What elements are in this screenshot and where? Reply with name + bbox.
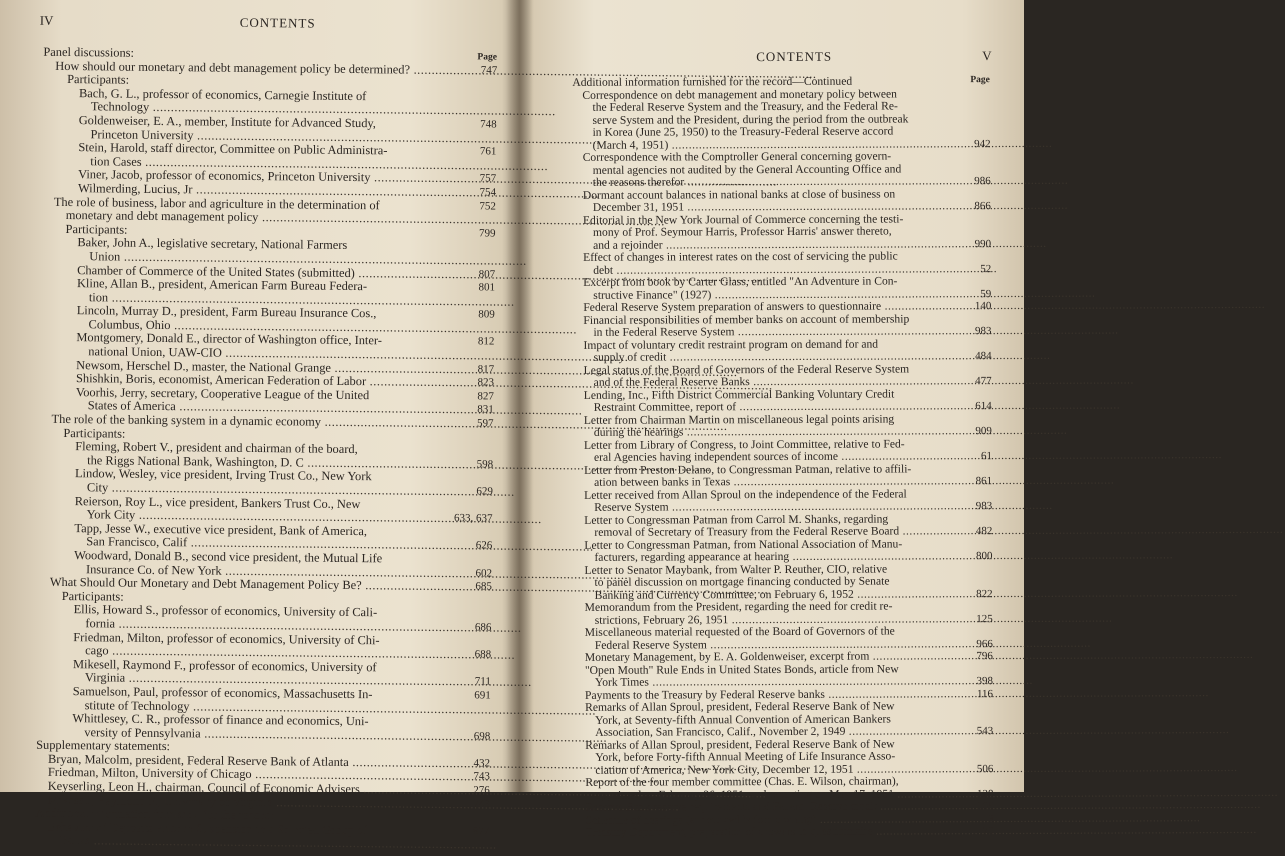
entry-text: in Korea (June 25, 1950) to the Treasury-Federal Reserve accord: [592, 124, 894, 139]
entry-text: Lindow, Wesley, vice president, Irving Trust Co., New York: [74, 466, 372, 484]
entry-text: Woodward, Donald B., second vice president, the Mutual Life: [74, 548, 383, 566]
entry-text: Payments to the Treasury by Federal Reserve banks .....: [585, 687, 1209, 702]
entry-text: Baker, John A., legislative secretary, National Farmers: [77, 235, 348, 253]
entry-text: Schedule of hearings (announced before opening) .....: [586, 812, 1201, 827]
entry-page-number: 823: [477, 376, 495, 389]
entry-text: San Francisco, Calif .....: [86, 536, 593, 555]
left-folio: IV: [39, 12, 54, 28]
entry-page-number: 757: [479, 172, 497, 185]
entry-page-number: 398: [976, 675, 993, 688]
entry-text: versity of Pennsylvania .....: [84, 726, 607, 745]
entry-page-number: 477: [975, 375, 992, 388]
entry-page-number: 990: [974, 237, 992, 250]
entry-page-number: 866: [974, 200, 991, 213]
entry-page-number: 597: [477, 417, 494, 430]
entry-text: mony of Prof. Seymour Harris, Professor Harris' answer thereto,: [592, 224, 892, 239]
entry-text: Mikesell, Raymond F., professor of economics, University of: [72, 656, 377, 675]
contents-entry: [35, 834, 489, 852]
entry-text: York Times .....: [595, 675, 1033, 689]
entry-page-number: 3: [988, 812, 994, 825]
entry-text: in the Federal Reserve System .....: [593, 325, 1118, 340]
entry-text: Voorhis, Jerry, secretary, Cooperative League of the United: [75, 384, 370, 403]
entry-text: Reserve System .....: [594, 500, 1052, 515]
entry-text: Miscellaneous material requested of the Board of Governors of the: [584, 624, 895, 639]
entry-text: Monetary Management, by E. A. Goldenweiser, excerpt from .....: [585, 649, 1254, 664]
entry-text: ciation of America, New York City, December 12, 1951 .....: [595, 762, 1237, 777]
entry-text: removal of Secretary of Treasury from the Federal Reserve Board .....: [594, 524, 1283, 540]
entry-page-number: 614: [975, 400, 992, 413]
entry-page-number: 983: [975, 500, 993, 513]
entry-text: Letter from Preston Delano, to Congressman Patman, relative to affili-: [584, 461, 912, 477]
entry-text: Wilmerding, Lucius, Jr .....: [78, 182, 599, 201]
entry-text: (March 4, 1951) .....: [593, 137, 1053, 152]
right-header: CONTENTS: [756, 48, 833, 65]
entry-page-number: 942: [974, 137, 991, 150]
entry-page-number: 822: [976, 587, 993, 600]
entry-text: December 31, 1951 .....: [593, 200, 1068, 215]
entry-text: Newsom, Herschel D., master, the National Grange .....: [76, 359, 737, 380]
left-header: CONTENTS: [239, 14, 316, 31]
entry-page-number: 70: [982, 825, 994, 838]
right-folio: V: [982, 48, 992, 64]
entry-text: States of America .....: [88, 400, 583, 419]
entry-page-number: 106: [976, 800, 994, 813]
entry-text: Chamber of Commerce of the United States (submitted) .....: [77, 264, 761, 285]
right-contents-list: [572, 75, 993, 839]
entry-text: monetary and debt management policy .....: [66, 209, 665, 229]
entry-text: Correspondence with the Comptroller General concerning govern-: [582, 149, 892, 164]
entry-text: Insurance Co. of New York .....: [86, 563, 628, 582]
entry-text: Remarks of Allan Sproul, president, Federal Reserve Bank of New: [585, 737, 895, 752]
entry-text: Tapp, Jesse W., executive vice president, Bank of America,: [74, 520, 368, 538]
entry-page-number: 61: [980, 450, 993, 463]
entry-page-number: 633, 637: [454, 512, 493, 525]
entry-text: Treasury Department, preparation of answers to questionnaire .....: [586, 824, 1257, 839]
entry-text: Bryan, Malcolm, president, Federal Reserve Bank of Atlanta .....: [48, 753, 755, 774]
entry-page-number: 748: [480, 118, 497, 131]
entry-text: cago .....: [85, 644, 515, 662]
entry-page-number: 983: [974, 325, 992, 338]
entry-text: Whittlesey, C. R., professor of finance and economics, Uni-: [72, 711, 369, 729]
entry-text: Participants:: [67, 72, 130, 87]
left-page-label: Page: [477, 52, 497, 63]
entry-page-number: 52: [980, 262, 992, 275]
entry-text: and a rejoinder .....: [593, 237, 1047, 251]
entry-text: Letter to Senator Maybank, from Walter P. Reuther, CIO, relative: [584, 562, 888, 577]
right-page-label: Page: [970, 75, 990, 86]
entry-text: Goldenweiser, E. A., member, Institute for Advanced Study,: [78, 113, 377, 131]
entry-text: York, at Seventy-fifth Annual Convention of American Bankers: [595, 712, 891, 727]
entry-text: Correspondence on debt management and monetary policy between: [582, 86, 897, 102]
entry-text: Effect of changes in interest rates on the cost of servicing the public: [583, 249, 898, 264]
entry-page-number: 506: [976, 762, 994, 775]
entry-text: Shishkin, Boris, economist, American Federation of Labor .....: [76, 372, 773, 393]
entry-page-number: 877: [472, 825, 490, 838]
entry-text: Supplementary statements:: [36, 738, 171, 754]
entry-text: The role of the banking system in a dynamic economy .....: [52, 413, 728, 434]
entry-text: Union .....: [89, 250, 527, 268]
entry-text: Technology .....: [91, 101, 556, 119]
entry-page-number: 746: [473, 797, 490, 811]
entry-text: The role of business, labor and agriculture in the determination of: [53, 194, 380, 212]
entry-text: serve System and the President, during the period from the outbreak: [592, 111, 909, 127]
entry-text: Lincoln, Murray D., president, Farm Bureau Insurance Cos.,: [76, 303, 377, 321]
entry-text: Friedman, Milton, University of Chicago .....: [48, 766, 658, 786]
contents-entry: [576, 825, 994, 839]
entry-page-number: 799: [479, 227, 496, 240]
entry-page-number: 861: [975, 475, 993, 488]
entry-text: Letter from Chairman Martin on miscellaneous legal points arising: [583, 412, 895, 427]
entry-text: Participants:: [65, 221, 128, 237]
entry-page-number: 754: [479, 186, 497, 199]
entry-text: mental agencies not audited by the General Accounting Office and: [592, 161, 902, 177]
entry-page-number: 986: [974, 175, 991, 188]
entry-page-number: 801: [478, 281, 496, 294]
entry-page-number: 686: [474, 621, 492, 634]
entry-page-number: 482: [975, 525, 993, 538]
entry-text: Fleming, Robert V., president and chairman of the board,: [75, 439, 358, 457]
entry-page-number: 484: [975, 350, 992, 363]
entry-page-number: 747: [480, 63, 498, 77]
entry-page-number: 831: [477, 403, 494, 416]
entry-text: City .....: [87, 481, 515, 499]
entry-text: Ellis, Howard S., professor of economics, University of Cali-: [73, 602, 378, 620]
entry-text: Bach, G. L., professor of economics, Carnegie Institute of: [78, 85, 367, 103]
entry-text: Reserve Bank reserve requirements and Federal Reserve credit .....: [585, 799, 1260, 814]
entry-page-number: 800: [975, 550, 993, 563]
entry-page-number: 827: [477, 390, 494, 403]
entry-page-number: 128: [976, 787, 994, 800]
entry-text: Participants:: [61, 588, 124, 604]
right-page: [536, 0, 1027, 839]
entry-text: tion Cases .....: [90, 155, 548, 173]
entry-text: stitute of Technology .....: [85, 699, 597, 718]
entry-text: Virginia .....: [85, 672, 532, 690]
entry-text: the reasons therefor .....: [593, 175, 1069, 190]
entry-text: Banking and Currency Committee, on February 6, 1952 .....: [595, 587, 1238, 602]
entry-page-number: 909: [975, 425, 992, 438]
entry-page-number: 812: [477, 335, 495, 348]
entry-page-number: 598: [476, 458, 494, 471]
entry-page-number: 125: [976, 612, 993, 625]
entry-text: Letter received from Allan Sproul on the independence of the Federal: [584, 486, 907, 502]
entry-text: tion .....: [89, 291, 515, 309]
entry-page-number: 432: [473, 757, 491, 770]
entry-text: Reierson, Roy L., vice president, Bankers Trust Co., New: [74, 493, 361, 511]
entry-text: Stein, Harold, staff director, Committee on Public Administra-: [78, 140, 388, 158]
entry-text: Montgomery, Donald E., director of Washington office, Inter-: [76, 330, 382, 348]
entry-text: York, before Forty-fifth Annual Meeting of Life Insurance Asso-: [595, 749, 896, 764]
entry-text: Federal Reserve System .....: [595, 637, 1091, 652]
entry-text: the Riggs National Bank, Washington, D. C .....: [87, 454, 710, 474]
entry-page-number: 602: [475, 566, 493, 580]
entry-text: and of the Federal Reserve Banks .....: [594, 374, 1134, 389]
entry-text: How should our monetary and debt management policy be determined? .....: [55, 59, 816, 81]
entry-text: Banks .....: [59, 834, 497, 852]
entry-text: Report of the four member committee (Chas. E. Wilson, chairman),: [585, 774, 899, 789]
entry-page-number: 691: [474, 689, 491, 702]
entry-text: Participants:: [63, 425, 126, 441]
entry-text: debt .....: [593, 263, 997, 277]
entry-text: Letter from Library of Congress, to Joint Committee, relative to Fed-: [583, 436, 905, 452]
entry-text: What Should Our Monetary and Debt Management Policy Be? .....: [50, 576, 768, 597]
entry-page-number: 626: [475, 539, 493, 552]
entry-text: Mikesell, Raymond F., University of Virginia .....: [48, 794, 680, 814]
entry-page-number: 543: [976, 725, 994, 738]
entry-text: facturers, regarding appearance at hearing .....: [594, 549, 1173, 564]
entry-text: Letter to Congressman Patman, from National Association of Manu-: [584, 536, 903, 552]
entry-text: Impact of voluntary credit restraint program on demand for and: [583, 337, 879, 352]
entry-page-number: 752: [479, 199, 496, 213]
entry-page-number: 116: [976, 687, 994, 700]
entry-text: Additional information furnished for the record—Continued: [572, 74, 853, 89]
entry-page-number: 809: [478, 308, 495, 321]
entry-page-number: 761: [479, 145, 497, 158]
entry-text: Viner, Jacob, professor of economics, Princeton University .....: [78, 168, 777, 189]
entry-text: Financial responsibilities of member banks on account of membership: [583, 311, 910, 327]
entry-page-number: 685: [475, 580, 492, 593]
entry-text: Association, San Francisco, Calif., November 2, 1949 .....: [595, 724, 1229, 739]
left-contents-list: [35, 46, 497, 853]
entry-page-number: 796: [976, 650, 993, 663]
entry-text: Friedman, Milton, professor of economics, University of Chi-: [73, 629, 380, 647]
entry-text: fornia .....: [85, 617, 521, 635]
entry-page-number: 59: [980, 287, 992, 300]
entry-text: Excerpt from book by Carter Glass, entitled "An Adventure in Con-: [583, 274, 898, 289]
entry-text: Additional information furnished for the record:: [35, 805, 274, 823]
entry-text: Columbus, Ohio .....: [89, 318, 578, 337]
entry-page-number: 743: [473, 770, 490, 783]
entry-text: Legal status of the Board of Governors of the Federal Reserve System: [583, 361, 910, 377]
entry-page-number: 711: [474, 675, 491, 688]
entry-text: Princeton University .....: [91, 128, 601, 147]
entry-text: Kline, Allan B., president, American Farm Bureau Federa-: [76, 276, 368, 294]
entry-text: Keyserling, Leon H., chairman, Council of Economic Advisers .....: [48, 780, 767, 801]
entry-text: "Open Mouth" Rule Ends in United States Bonds, article from New: [584, 661, 899, 677]
entry-text: to panel discussion on mortgage financing conducted by Senate: [594, 574, 890, 589]
entry-text: York City .....: [87, 508, 542, 526]
entry-text: Behavior of Deposits Prior to Suspension in a Selected Group of: [47, 819, 368, 838]
entry-page-number: 688: [474, 648, 492, 661]
left-page: [0, 0, 512, 848]
entry-page-number: 966: [976, 637, 993, 650]
entry-text: Samuelson, Paul, professor of economics, Massachusetts In-: [72, 684, 373, 702]
entry-text: Letter to Congressman Patman from Carrol M. Shanks, regarding: [584, 512, 889, 527]
entry-text: the Federal Reserve System and the Treasury, and the Federal Re-: [592, 99, 898, 114]
entry-text: supply of credit .....: [594, 350, 1051, 364]
entry-text: eral Agencies having independent sources of income .....: [594, 449, 1222, 464]
entry-text: Editorial in the New York Journal of Commerce concerning the testi-: [582, 211, 904, 227]
entry-text: during the hearings .....: [594, 425, 1068, 440]
entry-text: Lending, Inc., Fifth District Commercial Banking Voluntary Credit: [583, 387, 895, 402]
entry-text: Memorandum from the President, regarding the need for credit re-: [584, 599, 893, 614]
entry-text: Dormant account balances in national banks at close of business on: [582, 186, 896, 202]
entry-page-number: 817: [477, 362, 495, 376]
entry-text: structive Finance" (1927) .....: [593, 287, 1095, 302]
entry-page-number: 629: [476, 485, 493, 498]
entry-text: national Union, UAW-CIO .....: [88, 345, 628, 364]
entry-text: Panel discussions:: [43, 44, 135, 60]
entry-page-number: 276: [473, 784, 490, 797]
entry-page-number: 807: [478, 267, 496, 281]
entry-page-number: 140: [974, 300, 992, 313]
entry-text: Remarks of Allan Sproul, president, Federal Reserve Bank of New: [585, 699, 895, 714]
entry-text: Federal Reserve System preparation of answers to questionnaire .....: [583, 299, 1265, 314]
entry-text: ation between banks in Texas .....: [594, 475, 1114, 490]
entry-text: strictions, February 26, 1951 .....: [595, 612, 1113, 627]
entry-page-number: 698: [473, 730, 491, 743]
entry-text: Restraint Committee, report of .....: [594, 400, 1120, 415]
entry-text: appointed on February 26, 1951, and reporting on May 17, 1951 .....: [595, 786, 1278, 801]
